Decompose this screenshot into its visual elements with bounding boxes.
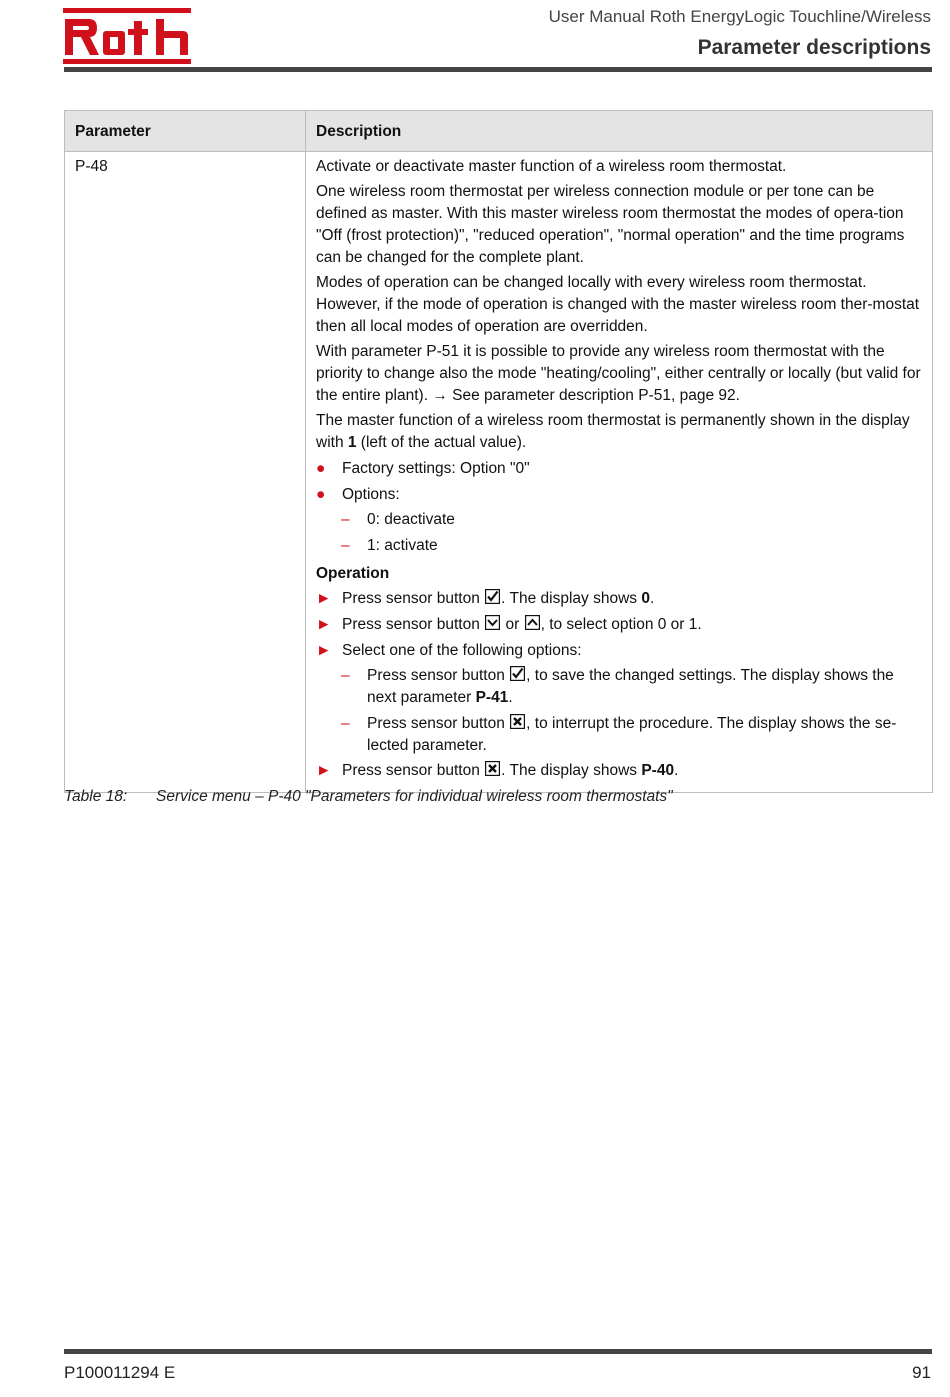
dash-marker: – [341, 667, 350, 685]
caption-text: Service menu – P-40 "Parameters for individual wireless room thermostats" [156, 788, 673, 805]
description-cell [306, 151, 933, 792]
instruction-step: ► Press sensor button or , to select option 0 or 1. [316, 614, 922, 636]
description-paragraph: Activate or deactivate master function of a wireless room thermostat. [316, 157, 787, 175]
arrow-marker: ► [316, 616, 332, 634]
document-number: P100011294 E [64, 1363, 176, 1382]
cross-reference: → See parameter description P-51, page 92. [432, 386, 740, 404]
down-button-icon [485, 615, 500, 630]
check-button-icon [510, 666, 525, 681]
instruction-step: ► Press sensor button . The display shows P-40. [316, 760, 922, 782]
list-item: ● Options: [316, 484, 922, 506]
dash-marker: – [341, 536, 350, 554]
description-paragraph: One wireless room thermostat per wireless connection module or per tone can be defined as master. With this master wireless room thermostat the modes of opera-tion "Off (frost protection)", "reduced operation", "normal operation" and the time programs can be changed for the complete plant. [316, 183, 905, 266]
section-title: Parameter descriptions [697, 36, 931, 59]
description-paragraph: The master function of a wireless room thermostat is permanently shown in the display with 1 (left of the actual value). [316, 412, 910, 452]
column-header-parameter: Parameter [65, 111, 306, 152]
list-subitem: – 1: activate [316, 535, 922, 557]
table-header-row [65, 111, 933, 152]
roth-logo [63, 8, 191, 64]
dash-marker: – [341, 714, 350, 732]
description-paragraph: With parameter P-51 it is possible to provide any wireless room thermostat with the priority to change also the mode "heating/cooling", either centrally or locally (but valid for the entire plant). → See parameter description P-51, page 92. [316, 343, 921, 404]
instruction-substep: – Press sensor button , to interrupt the procedure. The display shows the se-lected parameter. [341, 714, 897, 754]
check-button-icon [485, 589, 500, 604]
bullet-marker: ● [316, 485, 326, 503]
column-header-description: Description [306, 111, 933, 152]
up-button-icon [525, 615, 540, 630]
operation-heading: Operation [316, 564, 390, 582]
table-caption [64, 788, 673, 806]
caption-number: Table 18: [64, 788, 128, 805]
parameter-table [64, 110, 933, 793]
manual-title: User Manual Roth EnergyLogic Touchline/Wireless [548, 7, 931, 26]
instruction-step: ► Press sensor button . The display shows 0. [316, 588, 922, 610]
bullet-marker: ● [316, 459, 326, 477]
list-item: ● Factory settings: Option "0" [316, 458, 922, 480]
list-subitem: – 0: deactivate [316, 509, 922, 531]
dash-marker: – [341, 511, 350, 529]
header-rule [64, 67, 932, 72]
table-row [65, 151, 933, 792]
arrow-marker: ► [316, 590, 332, 608]
arrow-marker: ► [316, 641, 332, 659]
description-paragraph: Modes of operation can be changed locally with every wireless room thermostat. However, if the mode of operation is changed with the master wireless room ther-mostat then all local modes of operation are overridden. [316, 274, 920, 335]
cancel-button-icon [485, 761, 500, 776]
instruction-step: ► Select one of the following options: [316, 640, 922, 662]
instruction-substep: – Press sensor button , to save the changed settings. The display shows the next parameter P-41. [341, 667, 894, 707]
cancel-button-icon [510, 714, 525, 729]
page-number: 91 [912, 1363, 931, 1382]
arrow-marker: ► [316, 762, 332, 780]
parameter-cell: P-48 [65, 151, 306, 792]
footer-rule [64, 1349, 932, 1354]
